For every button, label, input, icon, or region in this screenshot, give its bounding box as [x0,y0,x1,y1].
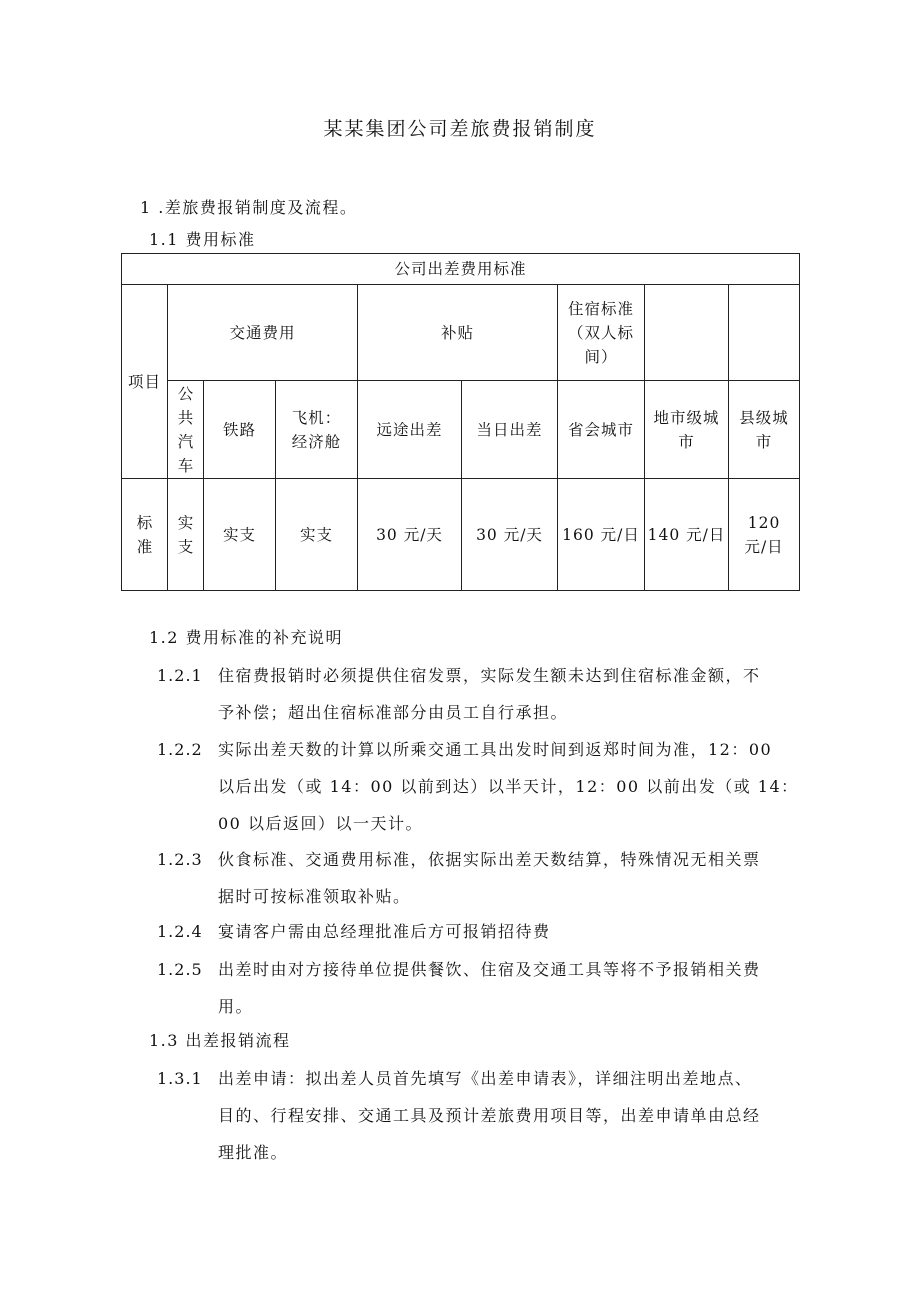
sub-bus-label: 公共汽车 [177,384,195,475]
item-number: 1.2.2 [157,740,203,759]
item-number: 1.3.1 [157,1069,203,1088]
table-caption: 公司出差费用标准 [122,254,800,285]
sub-plane-label: 飞机：经济舱 [291,408,342,451]
paragraph-1-2-3 [218,841,802,915]
group-lodging-label: 住宿标准（双人标间） [567,299,634,366]
lodging-blank-cell-1 [645,285,729,381]
lodging-blank-cell-2 [729,285,800,381]
sub-county-header [729,381,800,479]
item-number: 1.2.3 [157,850,203,869]
val-prefecture: 140 元/日 [645,479,729,591]
val-county [729,479,800,591]
paragraph-1-2-1 [218,657,802,731]
paragraph-line: 据时可按标准领取补贴。 [218,887,411,906]
expense-standard-table [121,253,800,591]
sub-county-label: 县级城市 [739,408,789,451]
row-label-standard [122,479,168,591]
sub-rail-header: 铁路 [204,381,276,479]
val-bus-text: 实支 [177,513,195,556]
paragraph-1-3-1 [218,1060,802,1171]
sub-same-day-header: 当日出差 [462,381,558,479]
paragraph-line: 用。 [218,997,254,1016]
sub-bus-header [168,381,204,479]
sub-plane-header [276,381,358,479]
paragraph-line: 宴请客户需由总经理批准后方可报销招待费 [218,922,551,941]
sub-long-trip-header: 远途出差 [358,381,462,479]
sub-provincial-header: 省会城市 [558,381,645,479]
paragraph-line: 以后出发（或 14：00 以前到达）以半天计，12：00 以前出发（或 14： [218,777,799,796]
page-title: 某某集团公司差旅费报销制度 [323,118,597,140]
val-provincial: 160 元/日 [558,479,645,591]
paragraph-1-2-4 [218,913,802,950]
paragraph-line: 实际出差天数的计算以所乘交通工具出发时间到返郑时间为准，12：00 [218,740,773,759]
val-county-text: 120 元/日 [744,513,784,556]
val-plane: 实支 [276,479,358,591]
item-number: 1.2.4 [157,922,203,941]
paragraph-1-2-5 [218,951,802,1025]
paragraph-line: 予补偿；超出住宿标准部分由员工自行承担。 [218,703,569,722]
group-lodging-header [558,285,645,381]
val-same-day: 30 元/天 [462,479,558,591]
section-1-1-heading: 1.1 费用标准 [149,230,256,249]
paragraph-line: 伙食标准、交通费用标准，依据实际出差天数结算，特殊情况无相关票 [218,850,761,869]
val-long-trip: 30 元/天 [358,479,462,591]
section-1-3-heading: 1.3 出差报销流程 [149,1031,291,1050]
row-label-text: 标准 [136,513,154,556]
section-1-heading: 1 .差旅费报销制度及流程。 [140,198,358,217]
paragraph-line: 出差时由对方接待单位提供餐饮、住宿及交通工具等将不予报销相关费 [218,960,761,979]
item-number: 1.2.5 [157,960,203,979]
paragraph-line: 理批准。 [218,1143,289,1162]
paragraph-1-2-2 [218,731,802,842]
sub-prefecture-label: 地市级城市 [653,408,720,451]
sub-prefecture-header [645,381,729,479]
item-number: 1.2.1 [157,666,203,685]
paragraph-line: 00 以后返回）以一天计。 [218,814,423,833]
group-transport-header: 交通费用 [168,285,358,381]
section-1-2-heading: 1.2 费用标准的补充说明 [149,628,344,647]
val-bus [168,479,204,591]
paragraph-line: 出差申请：拟出差人员首先填写《出差申请表》，详细注明出差地点、 [218,1069,753,1088]
group-subsidy-header: 补贴 [358,285,558,381]
col-item-header: 项目 [122,285,168,479]
val-rail: 实支 [204,479,276,591]
paragraph-line: 住宿费报销时必须提供住宿发票，实际发生额未达到住宿标准金额，不 [218,666,761,685]
paragraph-line: 目的、行程安排、交通工具及预计差旅费用项目等，出差申请单由总经 [218,1106,761,1125]
